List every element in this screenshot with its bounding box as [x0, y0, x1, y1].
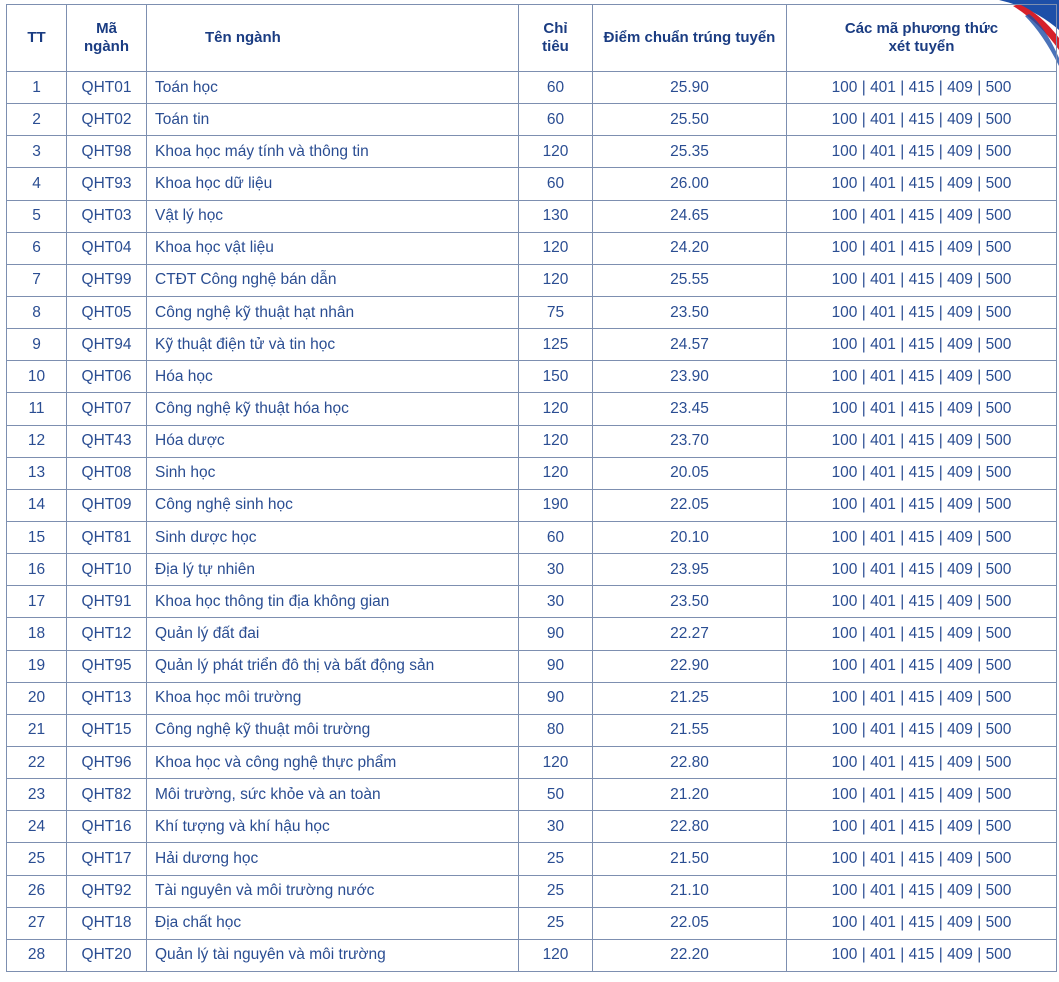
- cell-score: 24.57: [593, 329, 787, 361]
- cell-code: QHT95: [67, 650, 147, 682]
- cell-quota: 80: [519, 714, 593, 746]
- cell-methods: 100 | 401 | 415 | 409 | 500: [787, 296, 1057, 328]
- cell-code: QHT05: [67, 296, 147, 328]
- cell-methods: 100 | 401 | 415 | 409 | 500: [787, 457, 1057, 489]
- table-row: [7, 714, 1057, 746]
- cell-code: QHT81: [67, 521, 147, 553]
- cell-tt: 19: [7, 650, 67, 682]
- cell-tt: 8: [7, 296, 67, 328]
- cell-tt: 22: [7, 746, 67, 778]
- cell-quota: 25: [519, 843, 593, 875]
- cell-tt: 2: [7, 104, 67, 136]
- table-row: [7, 875, 1057, 907]
- table-row: [7, 779, 1057, 811]
- cell-score: 22.80: [593, 811, 787, 843]
- cell-name: Hải dương học: [147, 843, 519, 875]
- header-quota: Chỉ tiêu: [519, 5, 593, 72]
- cell-quota: 60: [519, 521, 593, 553]
- table-row: [7, 296, 1057, 328]
- cell-tt: 25: [7, 843, 67, 875]
- cell-name: Công nghệ sinh học: [147, 489, 519, 521]
- cell-code: QHT02: [67, 104, 147, 136]
- cell-name: Sinh học: [147, 457, 519, 489]
- cell-methods: 100 | 401 | 415 | 409 | 500: [787, 586, 1057, 618]
- cell-name: Khoa học và công nghệ thực phẩm: [147, 746, 519, 778]
- cell-tt: 24: [7, 811, 67, 843]
- cell-code: QHT17: [67, 843, 147, 875]
- cell-quota: 150: [519, 361, 593, 393]
- cell-quota: 90: [519, 650, 593, 682]
- cell-code: QHT98: [67, 136, 147, 168]
- cell-tt: 23: [7, 779, 67, 811]
- cell-methods: 100 | 401 | 415 | 409 | 500: [787, 264, 1057, 296]
- table-row: [7, 457, 1057, 489]
- table-row: [7, 136, 1057, 168]
- cell-score: 22.20: [593, 939, 787, 971]
- cell-methods: 100 | 401 | 415 | 409 | 500: [787, 939, 1057, 971]
- cell-code: QHT16: [67, 811, 147, 843]
- cell-methods: 100 | 401 | 415 | 409 | 500: [787, 200, 1057, 232]
- cell-score: 25.90: [593, 72, 787, 104]
- cell-methods: 100 | 401 | 415 | 409 | 500: [787, 425, 1057, 457]
- cell-name: Khoa học thông tin địa không gian: [147, 586, 519, 618]
- cell-quota: 90: [519, 682, 593, 714]
- cell-code: QHT91: [67, 586, 147, 618]
- cell-score: 21.20: [593, 779, 787, 811]
- cell-code: QHT43: [67, 425, 147, 457]
- admission-score-table: [6, 4, 1057, 972]
- cell-score: 25.55: [593, 264, 787, 296]
- table-row: [7, 586, 1057, 618]
- cell-methods: 100 | 401 | 415 | 409 | 500: [787, 682, 1057, 714]
- cell-name: Công nghệ kỹ thuật hóa học: [147, 393, 519, 425]
- cell-score: 22.05: [593, 489, 787, 521]
- cell-tt: 16: [7, 554, 67, 586]
- cell-methods: 100 | 401 | 415 | 409 | 500: [787, 521, 1057, 553]
- cell-quota: 75: [519, 296, 593, 328]
- table-row: [7, 843, 1057, 875]
- cell-tt: 6: [7, 232, 67, 264]
- cell-quota: 50: [519, 779, 593, 811]
- cell-score: 21.50: [593, 843, 787, 875]
- cell-quota: 90: [519, 618, 593, 650]
- cell-quota: 25: [519, 875, 593, 907]
- table-row: [7, 811, 1057, 843]
- cell-name: Toán học: [147, 72, 519, 104]
- cell-code: QHT10: [67, 554, 147, 586]
- cell-code: QHT96: [67, 746, 147, 778]
- cell-tt: 7: [7, 264, 67, 296]
- table-row: [7, 521, 1057, 553]
- cell-code: QHT13: [67, 682, 147, 714]
- cell-methods: 100 | 401 | 415 | 409 | 500: [787, 232, 1057, 264]
- cell-score: 26.00: [593, 168, 787, 200]
- cell-name: Địa chất học: [147, 907, 519, 939]
- cell-score: 23.45: [593, 393, 787, 425]
- cell-score: 24.65: [593, 200, 787, 232]
- cell-tt: 18: [7, 618, 67, 650]
- table-row: [7, 682, 1057, 714]
- cell-methods: 100 | 401 | 415 | 409 | 500: [787, 618, 1057, 650]
- cell-tt: 3: [7, 136, 67, 168]
- table-row: [7, 425, 1057, 457]
- cell-tt: 13: [7, 457, 67, 489]
- cell-tt: 9: [7, 329, 67, 361]
- cell-quota: 120: [519, 425, 593, 457]
- cell-methods: 100 | 401 | 415 | 409 | 500: [787, 329, 1057, 361]
- table-row: [7, 72, 1057, 104]
- cell-code: QHT20: [67, 939, 147, 971]
- cell-name: Khoa học dữ liệu: [147, 168, 519, 200]
- cell-name: Quản lý đất đai: [147, 618, 519, 650]
- cell-tt: 26: [7, 875, 67, 907]
- table-row: [7, 361, 1057, 393]
- cell-score: 24.20: [593, 232, 787, 264]
- cell-tt: 10: [7, 361, 67, 393]
- cell-code: QHT01: [67, 72, 147, 104]
- cell-name: Toán tin: [147, 104, 519, 136]
- cell-code: QHT12: [67, 618, 147, 650]
- cell-score: 23.95: [593, 554, 787, 586]
- cell-quota: 30: [519, 586, 593, 618]
- cell-score: 22.27: [593, 618, 787, 650]
- cell-score: 25.35: [593, 136, 787, 168]
- cell-quota: 120: [519, 939, 593, 971]
- cell-code: QHT06: [67, 361, 147, 393]
- cell-name: Hóa dược: [147, 425, 519, 457]
- cell-quota: 130: [519, 200, 593, 232]
- table-row: [7, 618, 1057, 650]
- cell-quota: 60: [519, 72, 593, 104]
- cell-quota: 120: [519, 264, 593, 296]
- table-row: [7, 200, 1057, 232]
- cell-quota: 60: [519, 104, 593, 136]
- table-row: [7, 650, 1057, 682]
- cell-tt: 17: [7, 586, 67, 618]
- cell-name: Vật lý học: [147, 200, 519, 232]
- header-code: Mã ngành: [67, 5, 147, 72]
- cell-score: 22.90: [593, 650, 787, 682]
- cell-quota: 120: [519, 136, 593, 168]
- cell-quota: 125: [519, 329, 593, 361]
- cell-code: QHT82: [67, 779, 147, 811]
- header-name: Tên ngành: [147, 5, 519, 72]
- cell-tt: 5: [7, 200, 67, 232]
- cell-name: Địa lý tự nhiên: [147, 554, 519, 586]
- cell-score: 23.50: [593, 296, 787, 328]
- cell-tt: 15: [7, 521, 67, 553]
- cell-tt: 12: [7, 425, 67, 457]
- cell-code: QHT09: [67, 489, 147, 521]
- cell-score: 21.25: [593, 682, 787, 714]
- cell-name: Khoa học máy tính và thông tin: [147, 136, 519, 168]
- table-row: [7, 907, 1057, 939]
- table-row: [7, 264, 1057, 296]
- cell-name: Khí tượng và khí hậu học: [147, 811, 519, 843]
- table-row: [7, 489, 1057, 521]
- cell-code: QHT08: [67, 457, 147, 489]
- cell-methods: 100 | 401 | 415 | 409 | 500: [787, 714, 1057, 746]
- cell-code: QHT93: [67, 168, 147, 200]
- cell-code: QHT99: [67, 264, 147, 296]
- cell-methods: 100 | 401 | 415 | 409 | 500: [787, 779, 1057, 811]
- cell-name: Quản lý tài nguyên và môi trường: [147, 939, 519, 971]
- table-row: [7, 232, 1057, 264]
- cell-methods: 100 | 401 | 415 | 409 | 500: [787, 136, 1057, 168]
- cell-score: 25.50: [593, 104, 787, 136]
- cell-methods: 100 | 401 | 415 | 409 | 500: [787, 746, 1057, 778]
- cell-methods: 100 | 401 | 415 | 409 | 500: [787, 907, 1057, 939]
- cell-name: Công nghệ kỹ thuật môi trường: [147, 714, 519, 746]
- cell-tt: 14: [7, 489, 67, 521]
- cell-code: QHT07: [67, 393, 147, 425]
- cell-methods: 100 | 401 | 415 | 409 | 500: [787, 811, 1057, 843]
- cell-methods: 100 | 401 | 415 | 409 | 500: [787, 650, 1057, 682]
- cell-tt: 20: [7, 682, 67, 714]
- table-row: [7, 393, 1057, 425]
- cell-name: Khoa học môi trường: [147, 682, 519, 714]
- table-row: [7, 104, 1057, 136]
- cell-methods: 100 | 401 | 415 | 409 | 500: [787, 875, 1057, 907]
- header-tt: TT: [7, 5, 67, 72]
- cell-name: Môi trường, sức khỏe và an toàn: [147, 779, 519, 811]
- cell-code: QHT94: [67, 329, 147, 361]
- cell-methods: 100 | 401 | 415 | 409 | 500: [787, 554, 1057, 586]
- cell-score: 23.50: [593, 586, 787, 618]
- cell-quota: 120: [519, 232, 593, 264]
- cell-score: 21.55: [593, 714, 787, 746]
- table-row: [7, 329, 1057, 361]
- cell-name: Hóa học: [147, 361, 519, 393]
- cell-quota: 60: [519, 168, 593, 200]
- table-row: [7, 746, 1057, 778]
- cell-name: Công nghệ kỹ thuật hạt nhân: [147, 296, 519, 328]
- cell-quota: 30: [519, 554, 593, 586]
- header-methods: Các mã phương thức xét tuyển: [787, 5, 1057, 72]
- cell-quota: 30: [519, 811, 593, 843]
- cell-quota: 120: [519, 457, 593, 489]
- cell-methods: 100 | 401 | 415 | 409 | 500: [787, 168, 1057, 200]
- cell-score: 22.05: [593, 907, 787, 939]
- cell-code: QHT18: [67, 907, 147, 939]
- cell-tt: 21: [7, 714, 67, 746]
- cell-methods: 100 | 401 | 415 | 409 | 500: [787, 72, 1057, 104]
- cell-score: 20.10: [593, 521, 787, 553]
- cell-methods: 100 | 401 | 415 | 409 | 500: [787, 489, 1057, 521]
- cell-code: QHT92: [67, 875, 147, 907]
- cell-tt: 4: [7, 168, 67, 200]
- cell-name: Tài nguyên và môi trường nước: [147, 875, 519, 907]
- cell-quota: 25: [519, 907, 593, 939]
- cell-name: Kỹ thuật điện tử và tin học: [147, 329, 519, 361]
- cell-tt: 27: [7, 907, 67, 939]
- cell-score: 23.90: [593, 361, 787, 393]
- cell-score: 20.05: [593, 457, 787, 489]
- cell-score: 21.10: [593, 875, 787, 907]
- cell-tt: 28: [7, 939, 67, 971]
- cell-name: CTĐT Công nghệ bán dẫn: [147, 264, 519, 296]
- table-row: [7, 554, 1057, 586]
- cell-name: Sinh dược học: [147, 521, 519, 553]
- cell-score: 23.70: [593, 425, 787, 457]
- cell-name: Quản lý phát triển đô thị và bất động sản: [147, 650, 519, 682]
- cell-name: Khoa học vật liệu: [147, 232, 519, 264]
- cell-quota: 190: [519, 489, 593, 521]
- cell-tt: 11: [7, 393, 67, 425]
- cell-code: QHT04: [67, 232, 147, 264]
- cell-score: 22.80: [593, 746, 787, 778]
- cell-methods: 100 | 401 | 415 | 409 | 500: [787, 361, 1057, 393]
- cell-code: QHT03: [67, 200, 147, 232]
- cell-quota: 120: [519, 746, 593, 778]
- table-row: [7, 168, 1057, 200]
- cell-code: QHT15: [67, 714, 147, 746]
- table-header-row: [7, 5, 1057, 72]
- header-score: Điểm chuẩn trúng tuyển: [593, 5, 787, 72]
- cell-methods: 100 | 401 | 415 | 409 | 500: [787, 104, 1057, 136]
- cell-methods: 100 | 401 | 415 | 409 | 500: [787, 393, 1057, 425]
- cell-tt: 1: [7, 72, 67, 104]
- cell-methods: 100 | 401 | 415 | 409 | 500: [787, 843, 1057, 875]
- table-row: [7, 939, 1057, 971]
- cell-quota: 120: [519, 393, 593, 425]
